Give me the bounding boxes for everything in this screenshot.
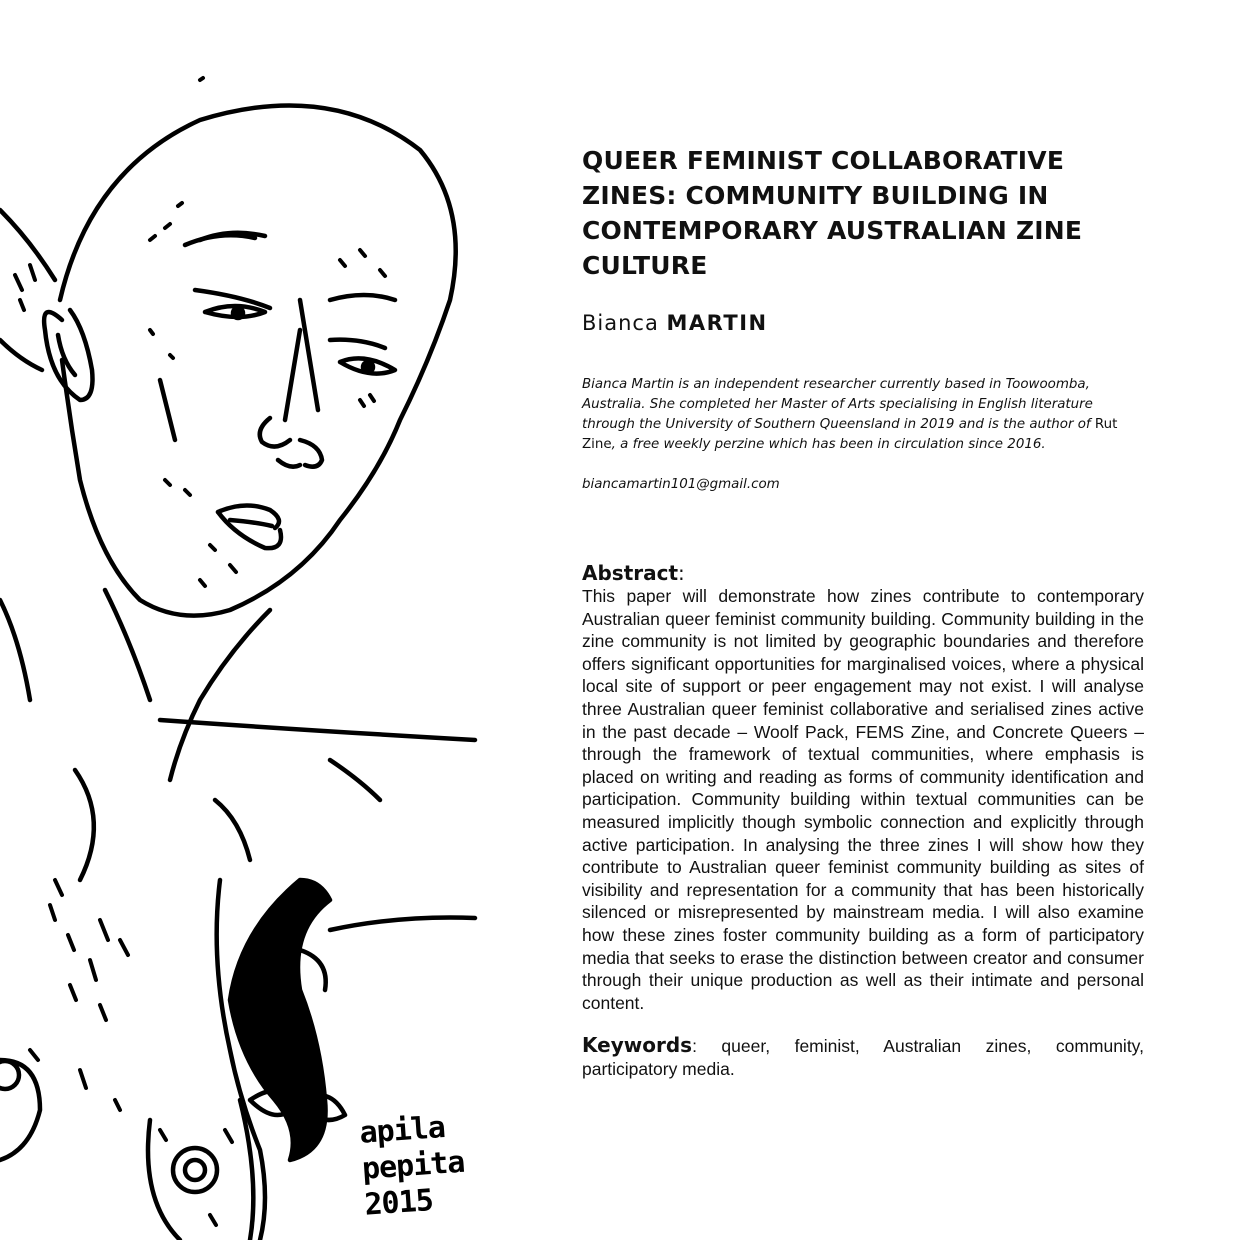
artist-signature	[358, 1108, 475, 1223]
author-email[interactable]: biancamartin101@gmail.com	[582, 477, 780, 492]
author-first-name: Bianca	[582, 311, 659, 335]
keywords	[582, 1034, 1144, 1080]
author-name	[582, 309, 1144, 337]
article-title: QUEER FEMINIST COLLABORATIVE ZINES: COMMUNITY BUILDING IN CONTEMPORARY AUSTRALIAN ZINE CULTURE	[582, 146, 1083, 280]
signature-line-1: apila	[358, 1110, 446, 1151]
abstract-body: This paper will demonstrate how zines contribute to contemporary Australian queer feminist community building. Community building in the zine community is not limited by geographic boundaries and therefore offers significant opportunities for marginalised voices, where a physical local site of support or peer engagement may not exist. I will analyse three Australian queer feminist collaborative and serialised zines active in the past decade – Woolf Pack, FEMS Zine, and Concrete Queers – through the framework of textual communities, where emphasis is placed on writing and reading as forms of community identification and participation. Community building within textual communities can be measured implicitly though symbolic connection and explicitly through active participation. In analysing the three zines I will show how they contribute to Australian queer feminist community building as sites of visibility and representation for a community that has been historically silenced or misrepresented by mainstream media. I will also examine how these zines foster community building as a form of participatory media that seeks to erase the distinction between creator and consumer through their unique production as well as their intimate and personal content.	[582, 586, 1144, 1013]
signature-line-2: pepita	[360, 1144, 466, 1187]
author-bio	[582, 375, 1144, 455]
article-text-column	[582, 143, 1144, 1080]
abstract-heading	[582, 561, 1144, 585]
abstract-label: Abstract	[582, 561, 679, 585]
bio-text-2: , a free weekly perzine which has been in circulation since 2016.	[611, 437, 1046, 452]
keywords-label: Keywords	[582, 1033, 693, 1058]
portrait-illustration	[0, 0, 480, 1240]
signature-line-3: 2015	[363, 1183, 434, 1223]
bio-text-1: Bianca Martin is an independent researcher currently based in Toowoomba, Australia. She completed her Master of Arts specialising in English literature through the University of Southern Queensland in 2019 and is the author of	[582, 377, 1095, 432]
bio-zine-title: Rut Zine	[582, 417, 1118, 452]
keywords-text: : queer, feminist, Australian zines, community, participatory media.	[582, 1036, 1144, 1079]
author-last-name: MARTIN	[666, 311, 768, 335]
abstract-colon: :	[678, 561, 685, 585]
